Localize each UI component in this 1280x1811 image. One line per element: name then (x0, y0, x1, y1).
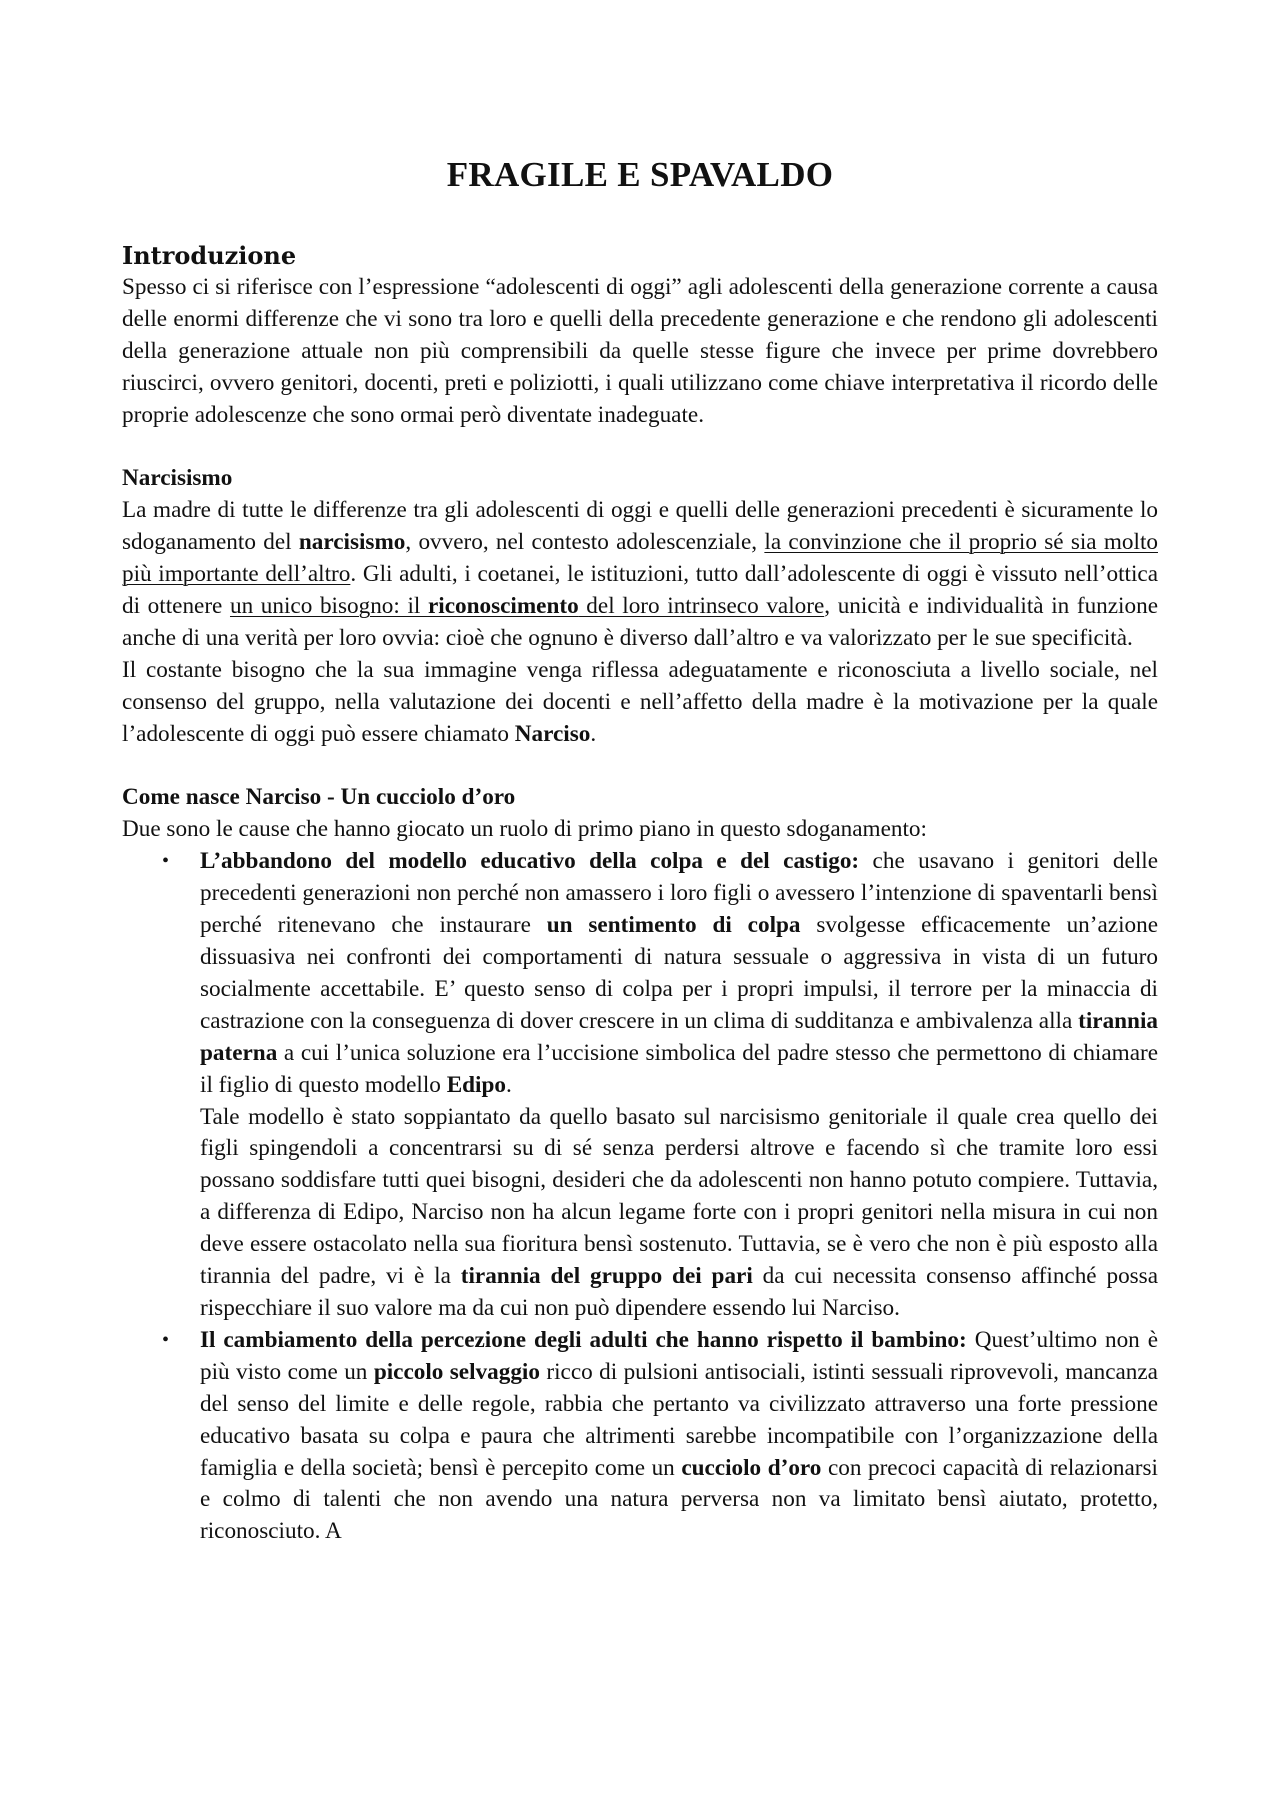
bold-term: piccolo selvaggio (373, 1358, 540, 1385)
text-run: ricco di pulsioni antisociali, istinti sessuali riprovevoli, mancanza del senso del limite e delle regole, rabbia che pertanto va civilizzato attraverso una forte pressione educativo basata su colpa e paura che altrimenti sarebbe incompatibile con l’organizzazione della famiglia e della società; bensì è percepito come un (200, 1358, 1158, 1481)
text-run: svolgesse efficacemente un’azione dissuasiva nei confronti dei comportamenti di natura sessuale o aggressiva in vista di un futuro socialmente accettabile. E’ questo senso di colpa per i propri impulsi, il terrore per la minaccia di castrazione con la conseguenza di dover crescere in un clima di sudditanza e ambivalenza alla (200, 912, 1158, 1034)
list-item (122, 846, 1158, 1325)
text-run: Tale modello è stato soppiantato da quello basato sul narcisismo genitoriale il quale crea quello dei figli spingendoli a concentrarsi su di sé senza perdersi altrove e facendo sì che tramite loro essi possano soddisfare tutti quei bisogni, desideri che da adolescenti non hanno potuto compiere. Tuttavia, a differenza di Edipo, Narciso non ha alcun legame forte con i propri genitori nella misura in cui non deve essere ostacolato nella sua fioritura bensì sostenuto. Tuttavia, se è vero che non è più esposto alla tirannia del padre, vi è la (200, 1103, 1158, 1290)
text-run: un unico bisogno: il (229, 593, 428, 620)
bold-term: cucciolo d’oro (681, 1454, 822, 1481)
text-run: Quest’ultimo non è più visto come un (200, 1326, 1158, 1385)
text-run: con precoci capacità di relazionarsi e colmo di talenti che non avendo una natura perversa non va limitato bensì aiutato, protetto, riconosciuto. A (200, 1454, 1158, 1545)
intro-paragraph: Spesso ci si riferisce con l’espressione “adolescenti di oggi” agli adolescenti della generazione corrente a causa delle enormi differenze che vi sono tra loro e quelli della precedente generazione e che rendono gli adolescenti della generazione attuale non più comprensibili da quelle stesse figure che invece per prime dovrebbero riuscirci, ovvero genitori, docenti, preti e poliziotti, i quali utilizzano come chiave interpretativa il ricordo delle proprie adolescenze che sono ormai però diventate inadeguate. (122, 274, 1158, 428)
narcisismo-paragraph-2 (122, 655, 1158, 751)
text-run: La madre di tutte le differenze tra gli adolescenti di oggi e quelli delle generazioni precedenti è sicuramente lo sdoganamento del (122, 497, 1158, 556)
text-run: che usavano i genitori delle precedenti generazioni non perché non amassero i loro figli o avessero l’intenzione di spaventarli bensì perché ritenevano che instaurare (200, 848, 1158, 939)
text-run: . Gli adulti, i coetanei, le istituzioni, tutto dall’adolescente di oggi è vissuto nell’ottica di ottenere (122, 561, 1159, 620)
list-item-paragraph-2 (200, 1102, 1158, 1325)
bold-term-edipo: Edipo (446, 1071, 506, 1098)
paragraph-spacer (122, 432, 1158, 464)
document-title: FRAGILE E SPAVALDO (446, 155, 834, 194)
bullet-icon: • (162, 850, 170, 873)
bold-term: un sentimento di colpa (546, 912, 801, 939)
text-run: . (505, 1071, 512, 1098)
text-run: . (590, 720, 597, 747)
bold-term-narciso: Narciso (514, 720, 591, 747)
list-item (122, 1325, 1158, 1548)
bold-term-narcisismo: narcisismo (298, 529, 406, 556)
bold-term: tirannia del gruppo dei pari (460, 1263, 753, 1290)
paragraph-spacer (122, 751, 1158, 783)
list-item-paragraph-1 (200, 846, 1158, 1101)
text-run: Il costante bisogno che la sua immagine venga riflessa adeguatamente e riconosciuta a livello sociale, nel consenso del gruppo, nella valutazione dei docenti e nell’affetto della madre è la motivazione per la quale l’adolescente di oggi può essere chiamato (122, 656, 1158, 747)
section-heading-introduzione: Introduzione (122, 241, 297, 270)
text-run: , ovvero, nel contesto adolescenziale, (405, 529, 765, 556)
narcisismo-paragraph-1 (122, 495, 1158, 655)
section-heading-narcisismo: Narcisismo (122, 465, 233, 492)
list-item-paragraph-1 (200, 1325, 1158, 1548)
text-run: da cui necessita consenso affinché possa rispecchiare il suo valore ma da cui non può dipendere essendo lui Narciso. (200, 1263, 1158, 1321)
nascita-lead: Due sono le cause che hanno giocato un ruolo di primo piano in questo sdoganamento: (122, 816, 927, 843)
bullet-icon: • (162, 1328, 170, 1351)
document-body (122, 238, 1158, 1548)
text-run: , unicità e individualità in funzione anche di una verità per loro ovvia: cioè che ognuno è diverso dall’altro e va valorizzato per le sue specificità. (122, 593, 1158, 651)
bold-term: tirannia paterna (200, 1007, 1158, 1066)
text-run: del loro intrinseco valore (578, 593, 825, 620)
text-run: a cui l’unica soluzione era l’uccisione simbolica del padre stesso che permettono di chiamare il figlio di questo modello (200, 1039, 1158, 1098)
causes-list (122, 846, 1158, 1548)
underlined-phrase-bisogno (230, 593, 824, 619)
underlined-phrase: la convinzione che il proprio sé sia molto più importante dell’altro (122, 529, 1158, 588)
bold-lead-phrase: Il cambiamento della percezione degli adulti che hanno rispetto il bambino: (200, 1326, 967, 1353)
section-heading-come-nasce-narciso: Come nasce Narciso - Un cucciolo d’oro (122, 784, 516, 811)
bold-term-riconoscimento: riconoscimento (427, 593, 579, 620)
bold-lead-phrase: L’abbandono del modello educativo della colpa e del castigo: (200, 848, 860, 875)
